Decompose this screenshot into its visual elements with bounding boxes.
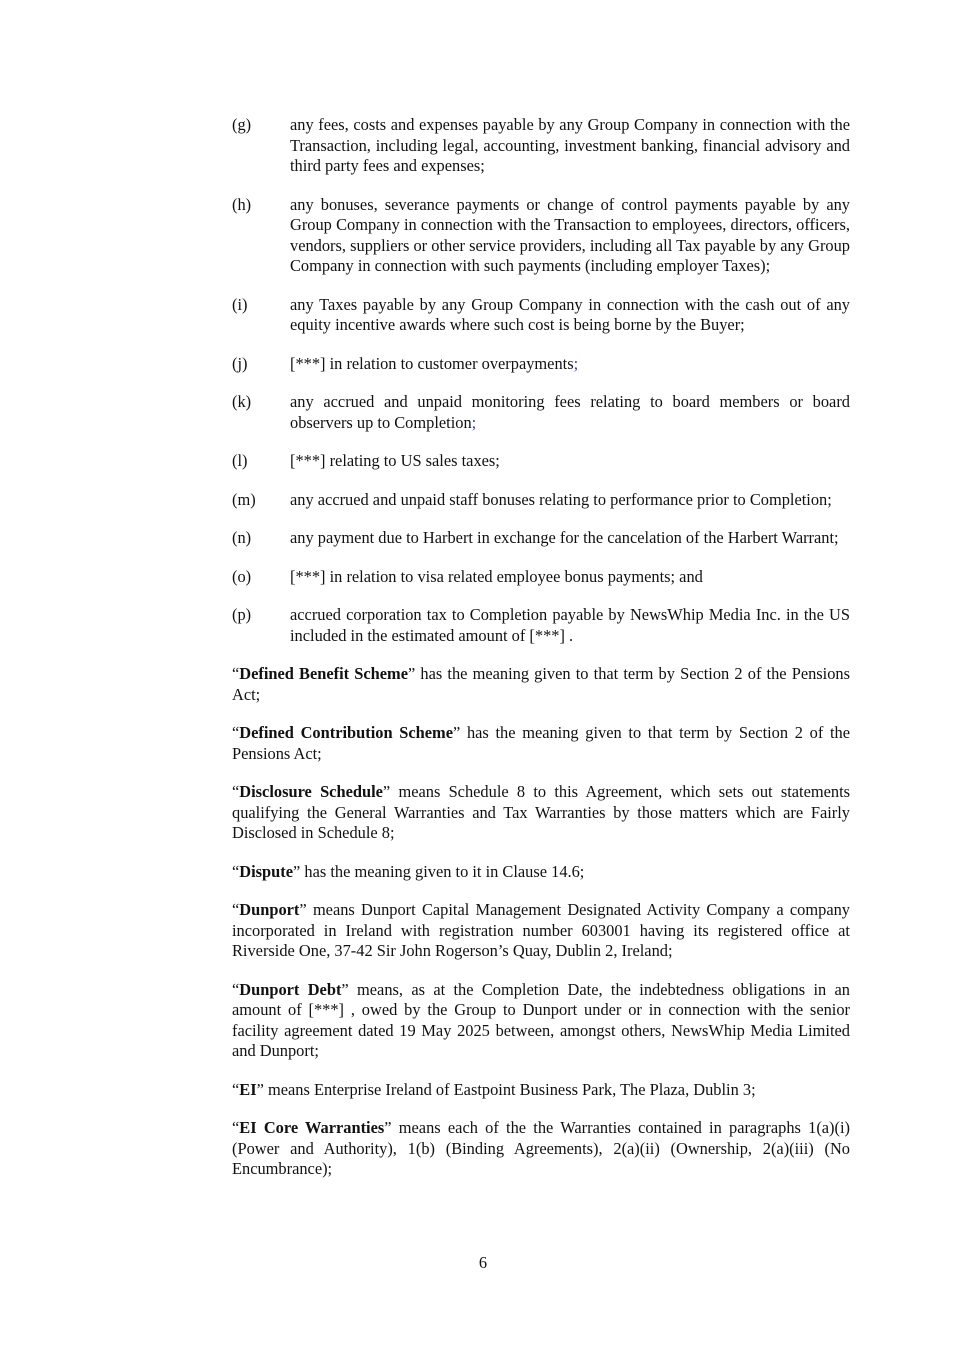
definition-body: means Enterprise Ireland of Eastpoint Business Park, The Plaza, Dublin 3; bbox=[263, 1079, 756, 1099]
list-items bbox=[232, 115, 850, 646]
definition-body: means Dunport Capital Management Designated Activity Company a company incorporated in Ireland with registration number 603001 having its registered office at Riverside One, 37-42 Sir John Rogerson’s Quay, Dublin 2, Ireland; bbox=[232, 900, 850, 960]
item-text bbox=[290, 392, 850, 433]
defined-term: Dunport bbox=[239, 900, 300, 919]
list-item bbox=[232, 490, 850, 511]
item-text: any accrued and unpaid staff bonuses relating to performance prior to Completion; bbox=[290, 489, 832, 509]
definition-body: has the meaning given to that term by Section 2 of the Pensions Act; bbox=[232, 723, 850, 763]
item-text-body: [***] in relation to customer overpayments bbox=[290, 353, 574, 373]
list-item bbox=[232, 354, 850, 375]
item-label: (j) bbox=[232, 353, 248, 373]
item-label: (p) bbox=[232, 605, 252, 624]
definition-paragraph: “EI” means Enterprise Ireland of Eastpoint Business Park, The Plaza, Dublin 3; bbox=[232, 1079, 756, 1099]
definitions bbox=[232, 664, 850, 1180]
item-text: [***] relating to US sales taxes; bbox=[290, 451, 500, 470]
list-item bbox=[232, 115, 850, 177]
list-item bbox=[232, 195, 850, 277]
item-text: any payment due to Harbert in exchange for the cancelation of the Harbert Warrant; bbox=[290, 528, 839, 547]
tracked-change-mark: ; bbox=[573, 353, 579, 373]
definition-body: means, as at the Completion Date, the indebtedness obligations in an amount of [***] , owed by the Group to Dunport under or in connection with the senior facility agreement dated 19 May 2025 between, amongst others, NewsWhip Media Limited and Dunport; bbox=[232, 979, 850, 1060]
defined-term: Dispute bbox=[239, 861, 294, 881]
definition-paragraph: “Dunport Debt” means, as at the Completion Date, the indebtedness obligations in an amount of [***] , owed by the Group to Dunport under or in connection with the senior facility agreement dated 19 May 2025 between, amongst others, NewsWhip Media Limited and Dunport; bbox=[232, 979, 850, 1060]
item-label: (i) bbox=[232, 294, 248, 314]
definition-body: means Schedule 8 to this Agreement, which sets out statements qualifying the General Warranties and Tax Warranties by those matters which are Fairly Disclosed in Schedule 8; bbox=[232, 782, 851, 842]
item-text: accrued corporation tax to Completion payable by NewsWhip Media Inc. in the US included in the estimated amount of [***] . bbox=[290, 605, 850, 645]
defined-term: EI bbox=[239, 1079, 257, 1099]
page-number: 6 bbox=[478, 1253, 488, 1272]
item-label: (n) bbox=[232, 528, 252, 547]
tracked-change-mark: ; bbox=[471, 412, 477, 432]
item-label: (h) bbox=[232, 194, 252, 214]
item-text: any fees, costs and expenses payable by any Group Company in connection with the Transaction, including legal, accounting, investment banking, financial advisory and third party fees and expenses; bbox=[290, 115, 850, 175]
definition-paragraph: “Defined Contribution Scheme” has the meaning given to that term by Section 2 of the Pensions Act; bbox=[232, 723, 850, 763]
definition-body: has the meaning given to that term by Section 2 of the Pensions Act; bbox=[232, 664, 851, 704]
defined-term: EI Core Warranties bbox=[239, 1118, 385, 1137]
definition-paragraph: “Defined Benefit Scheme” has the meaning given to that term by Section 2 of the Pensions Act; bbox=[232, 664, 851, 704]
list-item bbox=[232, 567, 850, 588]
list-item bbox=[232, 451, 850, 472]
list-item bbox=[232, 392, 850, 433]
item-text: any bonuses, severance payments or change of control payments payable by any Group Company in connection with the Transaction to employees, directors, officers, vendors, suppliers or other service providers, including all Tax payable by any Group Company in connection with such payments (including employer Taxes); bbox=[290, 194, 850, 275]
item-text: any Taxes payable by any Group Company in connection with the cash out of any equity incentive awards where such cost is being borne by the Buyer; bbox=[290, 294, 850, 334]
definition-paragraph: “Disclosure Schedule” means Schedule 8 to this Agreement, which sets out statements qualifying the General Warranties and Tax Warranties by those matters which are Fairly Disclosed in Schedule 8; bbox=[232, 782, 851, 842]
defined-term: Dunport Debt bbox=[239, 979, 342, 999]
list-item bbox=[232, 605, 850, 646]
item-text: [***] in relation to visa related employee bonus payments; and bbox=[290, 566, 703, 586]
definition-body: has the meaning given to it in Clause 14.6; bbox=[300, 861, 585, 881]
defined-term: Disclosure Schedule bbox=[239, 782, 383, 801]
definition-body: means each of the the Warranties contained in paragraphs 1(a)(i) (Power and Authority), 1(b) (Binding Agreements), 2(a)(ii) (Ownership, 2(a)(iii) (No Encumbrance); bbox=[232, 1118, 850, 1178]
defined-term: Defined Benefit Scheme bbox=[239, 664, 408, 683]
document-page bbox=[232, 115, 850, 1198]
defined-term: Defined Contribution Scheme bbox=[239, 723, 453, 742]
item-label: (l) bbox=[232, 451, 248, 470]
item-text bbox=[290, 354, 850, 375]
list-item bbox=[232, 295, 850, 336]
definition-paragraph: “Dunport” means Dunport Capital Management Designated Activity Company a company incorporated in Ireland with registration number 603001 having its registered office at Riverside One, 37-42 Sir John Rogerson’s Quay, Dublin 2, Ireland; bbox=[232, 900, 850, 960]
item-text-body: any accrued and unpaid monitoring fees relating to board members or board observers up to Completion bbox=[290, 392, 850, 432]
item-label: (g) bbox=[232, 115, 252, 134]
item-label: (k) bbox=[232, 392, 252, 411]
list-item bbox=[232, 528, 850, 549]
item-label: (m) bbox=[232, 489, 256, 509]
definition-paragraph: “EI Core Warranties” means each of the the Warranties contained in paragraphs 1(a)(i) (Power and Authority), 1(b) (Binding Agreements), 2(a)(ii) (Ownership, 2(a)(iii) (No Encumbrance); bbox=[232, 1118, 850, 1178]
definition-paragraph: “Dispute” has the meaning given to it in Clause 14.6; bbox=[232, 861, 585, 881]
item-label: (o) bbox=[232, 566, 252, 586]
